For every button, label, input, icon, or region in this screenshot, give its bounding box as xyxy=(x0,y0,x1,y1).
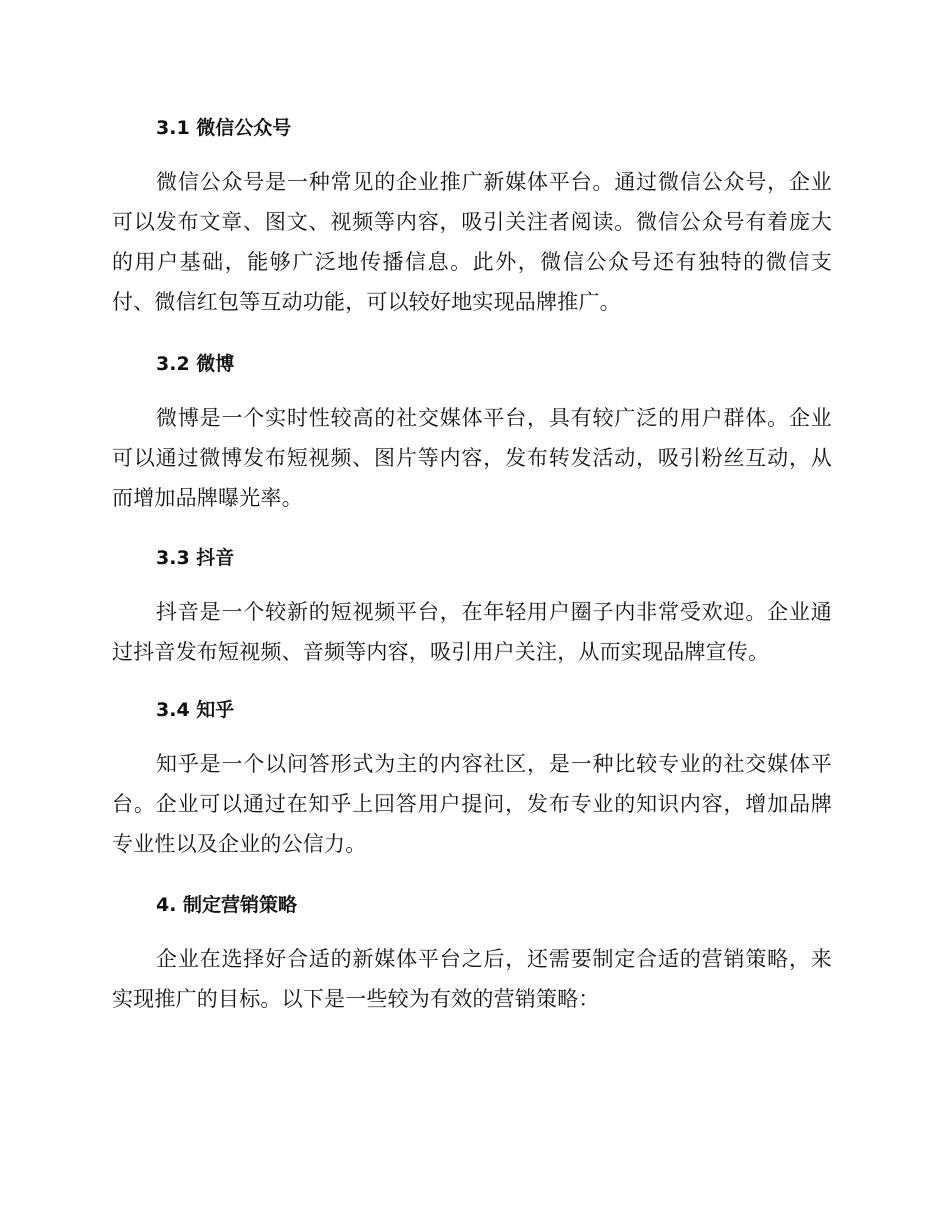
section-heading-strategy: 4. 制定营销策略 xyxy=(156,894,298,916)
section-paragraph-zhihu: 知乎是一个以问答形式为主的内容社区，是一种比较专业的社交媒体平台。企业可以通过在知乎上回答用户提问，发布专业的知识内容，增加品牌专业性以及企业的公信力。 xyxy=(112,752,832,856)
section-heading-douyin: 3.3 抖音 xyxy=(156,547,235,569)
section-paragraph-douyin: 抖音是一个较新的短视频平台，在年轻用户圈子内非常受欢迎。企业通过抖音发布短视频、音频等内容，吸引用户关注，从而实现品牌宣传。 xyxy=(112,600,832,664)
section-heading-wechat: 3.1 微信公众号 xyxy=(156,117,292,139)
section-paragraph-strategy: 企业在选择好合适的新媒体平台之后，还需要制定合适的营销策略，来实现推广的目标。以下是一些较为有效的营销策略： xyxy=(112,947,832,1011)
section-paragraph-weibo: 微博是一个实时性较高的社交媒体平台，具有较广泛的用户群体。企业可以通过微博发布短视频、图片等内容，发布转发活动，吸引粉丝互动，从而增加品牌曝光率。 xyxy=(112,406,832,510)
section-paragraph-wechat: 微信公众号是一种常见的企业推广新媒体平台。通过微信公众号，企业可以发布文章、图文、视频等内容，吸引关注者阅读。微信公众号有着庞大的用户基础，能够广泛地传播信息。此外，微信公众号还有独特的微信支付、微信红包等互动功能，可以较好地实现品牌推广。 xyxy=(112,170,832,314)
section-heading-zhihu: 3.4 知乎 xyxy=(156,699,235,721)
section-heading-weibo: 3.2 微博 xyxy=(156,353,235,375)
